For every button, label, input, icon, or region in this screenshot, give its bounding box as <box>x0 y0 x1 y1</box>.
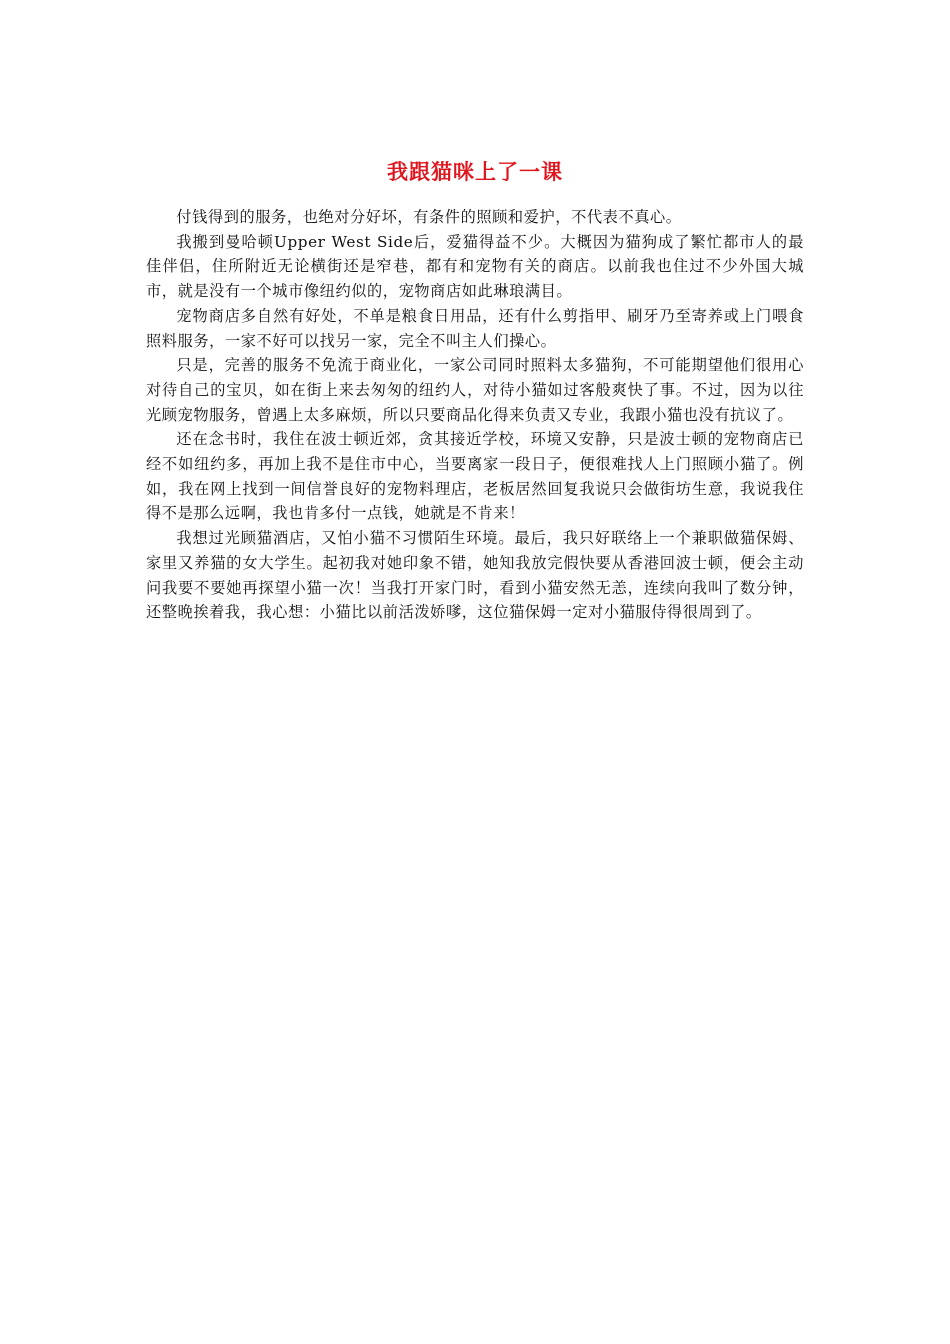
document-body <box>146 205 804 625</box>
paragraph: 宠物商店多自然有好处，不单是粮食日用品，还有什么剪指甲、刷牙乃至寄养或上门喂食照料服务，一家不好可以找另一家，完全不叫主人们操心。 <box>146 306 804 350</box>
paragraph: 还在念书时，我住在波士顿近郊，贪其接近学校，环境又安静，只是波士顿的宠物商店已经不如纽约多，再加上我不是住市中心，当要离家一段日子，便很难找人上门照顾小猫了。例如，我在网上找到一间信誉良好的宠物料理店，老板居然回复我说只会做街坊生意，我说我住得不是那么远啊，我也肯多付一点钱，她就是不肯来！ <box>146 430 804 523</box>
paragraph: 付钱得到的服务，也绝对分好坏，有条件的照顾和爱护，不代表不真心。 <box>176 208 682 226</box>
document-title: 我跟猫咪上了一课 <box>387 160 563 184</box>
paragraph: 我想过光顾猫酒店，又怕小猫不习惯陌生环境。最后，我只好联络上一个兼职做猫保姆、家里又养猫的女大学生。起初我对她印象不错，她知我放完假快要从香港回波士顿，便会主动问我要不要她再探望小猫一次！当我打开家门时，看到小猫安然无恙，连续向我叫了数分钟，还整晚挨着我，我心想：小猫比以前活泼娇嗲，这位猫保姆一定对小猫服侍得很周到了。 <box>146 529 804 622</box>
paragraph: 我搬到曼哈顿Upper West Side后，爱猫得益不少。大概因为猫狗成了繁忙都市人的最佳伴侣，住所附近无论横街还是窄巷，都有和宠物有关的商店。以前我也住过不少外国大城市，就是没有一个城市像纽约似的，宠物商店如此琳琅满目。 <box>146 232 804 301</box>
paragraph: 只是，完善的服务不免流于商业化，一家公司同时照料太多猫狗，不可能期望他们很用心对待自己的宝贝，如在街上来去匆匆的纽约人，对待小猫如过客般爽快了事。不过，因为以往光顾宠物服务，曾遇上太多麻烦，所以只要商品化得来负责又专业，我跟小猫也没有抗议了。 <box>146 356 804 424</box>
